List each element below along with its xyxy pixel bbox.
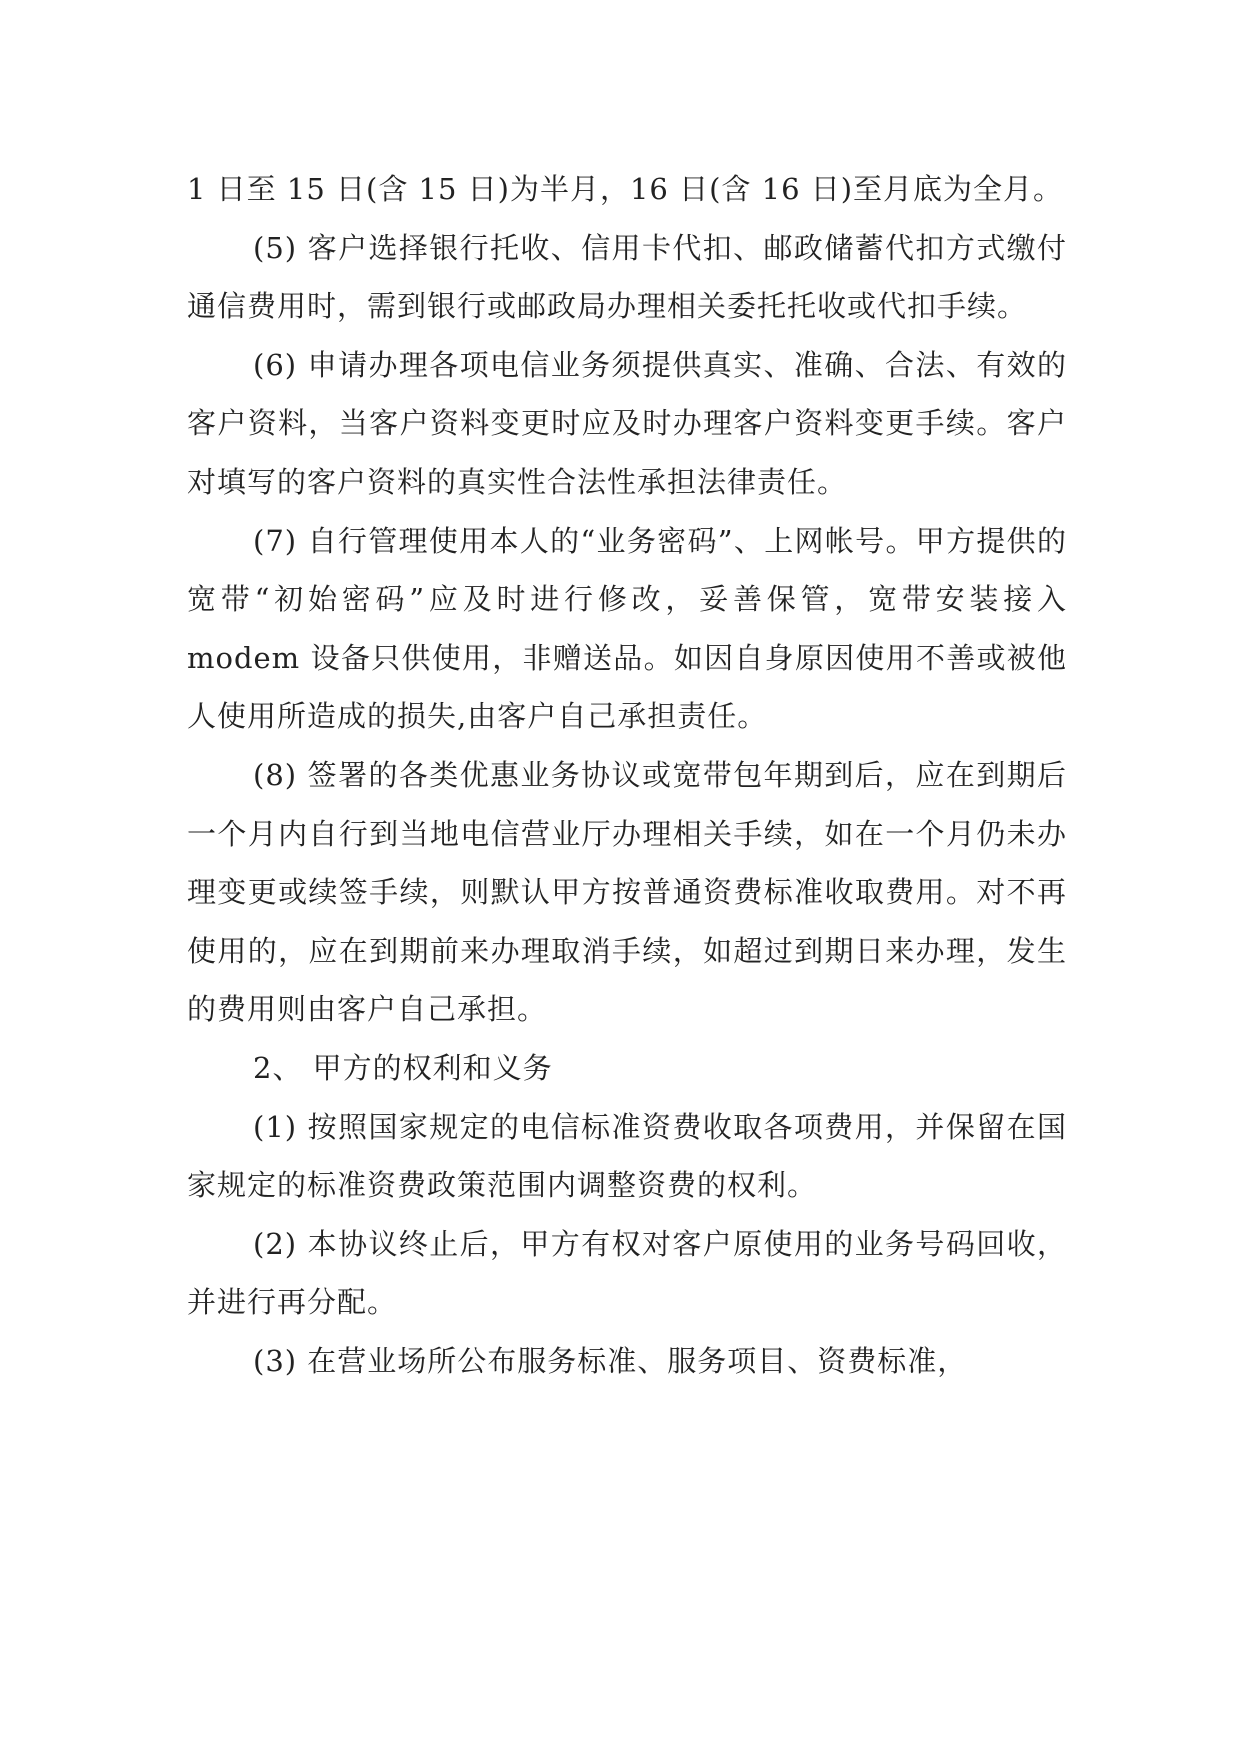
paragraph-party-a-item-1: (1) 按照国家规定的电信标准资费收取各项费用，并保留在国家规定的标准资费政策范围内调整资费的权利。 [187, 1109, 1067, 1203]
paragraph-item-8: (8) 签署的各类优惠业务协议或宽带包年期到后，应在到期后一个月内自行到当地电信营业厅办理相关手续，如在一个月仍未办理变更或续签手续，则默认甲方按普通资费标准收取费用。对不再使用的，应在到期前来办理取消手续，如超过到期日来办理，发生的费用则由客户自己承担。 [187, 757, 1067, 1027]
paragraph-item-5: (5) 客户选择银行托收、信用卡代扣、邮政储蓄代扣方式缴付通信费用时，需到银行或邮政局办理相关委托托收或代扣手续。 [187, 230, 1067, 324]
paragraph-item-6: (6) 申请办理各项电信业务须提供真实、准确、合法、有效的客户资料，当客户资料变更时应及时办理客户资料变更手续。客户对填写的客户资料的真实性合法性承担法律责任。 [187, 347, 1067, 499]
paragraph-item-7: (7) 自行管理使用本人的“业务密码”、上网帐号。甲方提供的宽带“初始密码”应及时进行修改，妥善保管，宽带安装接入 modem 设备只供使用，非赠送品。如因自身原因使用不善或被他人使用所造成的损失,由客户自己承担责任。 [187, 523, 1067, 734]
paragraph-party-a-item-2: (2) 本协议终止后，甲方有权对客户原使用的业务号码回收，并进行再分配。 [187, 1226, 1067, 1320]
paragraph-party-a-item-3: (3) 在营业场所公布服务标准、服务项目、资费标准， [253, 1343, 968, 1378]
document-body [187, 160, 1067, 1390]
paragraph-billing-period: 1 日至 15 日(含 15 日)为半月，16 日(含 16 日)至月底为全月。 [187, 172, 1064, 206]
section-heading-party-a-rights: 2、 甲方的权利和义务 [253, 1050, 553, 1085]
